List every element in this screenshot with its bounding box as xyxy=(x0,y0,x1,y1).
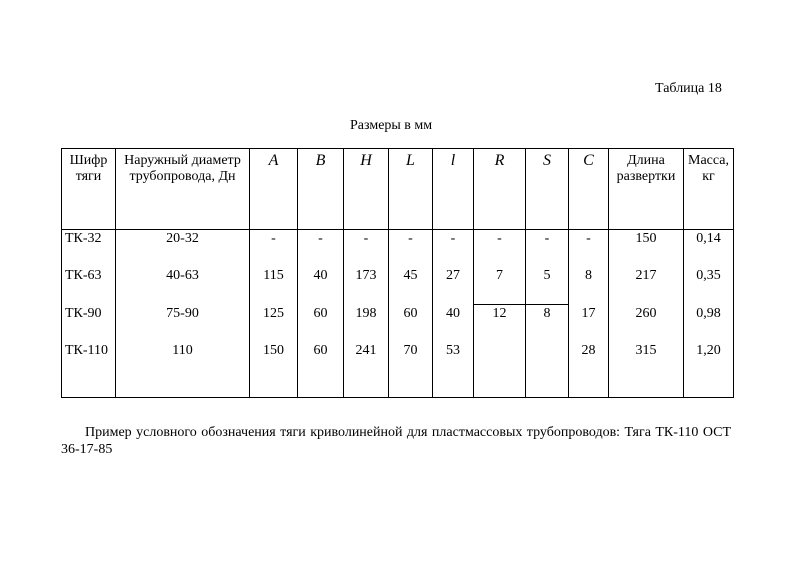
table-cell: - xyxy=(569,230,609,268)
table-cell: 260 xyxy=(609,305,684,343)
table-cell: 0,98 xyxy=(684,305,734,343)
table-cell: ТК-110 xyxy=(62,342,116,398)
table-cell: ТК-32 xyxy=(62,230,116,268)
table-cell: 40 xyxy=(298,267,344,305)
header-cell: Шифр тяги xyxy=(62,149,116,230)
table-cell: - xyxy=(526,230,569,268)
table-cell: - xyxy=(298,230,344,268)
table-cell: 115 xyxy=(250,267,298,305)
table-cell: 17 xyxy=(569,305,609,343)
header-cell: L xyxy=(389,149,433,230)
table-cell: 28 xyxy=(569,342,609,398)
table-cell: 12 xyxy=(474,305,526,343)
header-cell: H xyxy=(344,149,389,230)
header-cell: S xyxy=(526,149,569,230)
table-cell: 150 xyxy=(250,342,298,398)
table-cell xyxy=(526,342,569,398)
table-cell: 8 xyxy=(569,267,609,305)
table-cell: 40-63 xyxy=(116,267,250,305)
table-row xyxy=(62,230,734,268)
table-header-row xyxy=(62,149,734,230)
example-designation-text: Пример условного обозначения тяги криволинейной для пластмассовых трубопроводов: Тяга ТК-110 ОСТ 36-17-85 xyxy=(61,425,731,457)
header-cell: C xyxy=(569,149,609,230)
table-cell: 217 xyxy=(609,267,684,305)
table-cell: - xyxy=(344,230,389,268)
header-cell: R xyxy=(474,149,526,230)
table-cell: - xyxy=(474,230,526,268)
table-cell: - xyxy=(389,230,433,268)
table-cell: 173 xyxy=(344,267,389,305)
table-cell: 5 xyxy=(526,267,569,305)
table-cell: 60 xyxy=(389,305,433,343)
table-cell: 20-32 xyxy=(116,230,250,268)
table-row xyxy=(62,267,734,305)
table-cell: 27 xyxy=(433,267,474,305)
table-cell: 0,35 xyxy=(684,267,734,305)
table-cell: 75-90 xyxy=(116,305,250,343)
header-cell: A xyxy=(250,149,298,230)
table-cell: 150 xyxy=(609,230,684,268)
table-cell: 60 xyxy=(298,342,344,398)
table-cell: 0,14 xyxy=(684,230,734,268)
table-cell: 40 xyxy=(433,305,474,343)
table-cell: 315 xyxy=(609,342,684,398)
units-label: Размеры в мм xyxy=(350,118,433,133)
header-cell: Наружный диаметр трубопровода, Дн xyxy=(116,149,250,230)
dimensions-table xyxy=(61,148,734,398)
header-cell: B xyxy=(298,149,344,230)
table-cell: - xyxy=(250,230,298,268)
table-cell: 53 xyxy=(433,342,474,398)
table-cell: 125 xyxy=(250,305,298,343)
table-row xyxy=(62,342,734,398)
table-cell: 198 xyxy=(344,305,389,343)
header-cell: Длина развертки xyxy=(609,149,684,230)
table-cell: 45 xyxy=(389,267,433,305)
table-caption: Таблица 18 xyxy=(655,81,722,96)
table-cell xyxy=(474,342,526,398)
table-cell: - xyxy=(433,230,474,268)
header-cell: l xyxy=(433,149,474,230)
table-cell: 110 xyxy=(116,342,250,398)
table-row xyxy=(62,305,734,343)
table-cell: 1,20 xyxy=(684,342,734,398)
table-cell: 241 xyxy=(344,342,389,398)
table-cell: 7 xyxy=(474,267,526,305)
table-cell: 70 xyxy=(389,342,433,398)
table-cell: ТК-90 xyxy=(62,305,116,343)
table-cell: 8 xyxy=(526,305,569,343)
header-cell: Масса, кг xyxy=(684,149,734,230)
table-cell: ТК-63 xyxy=(62,267,116,305)
table-cell: 60 xyxy=(298,305,344,343)
